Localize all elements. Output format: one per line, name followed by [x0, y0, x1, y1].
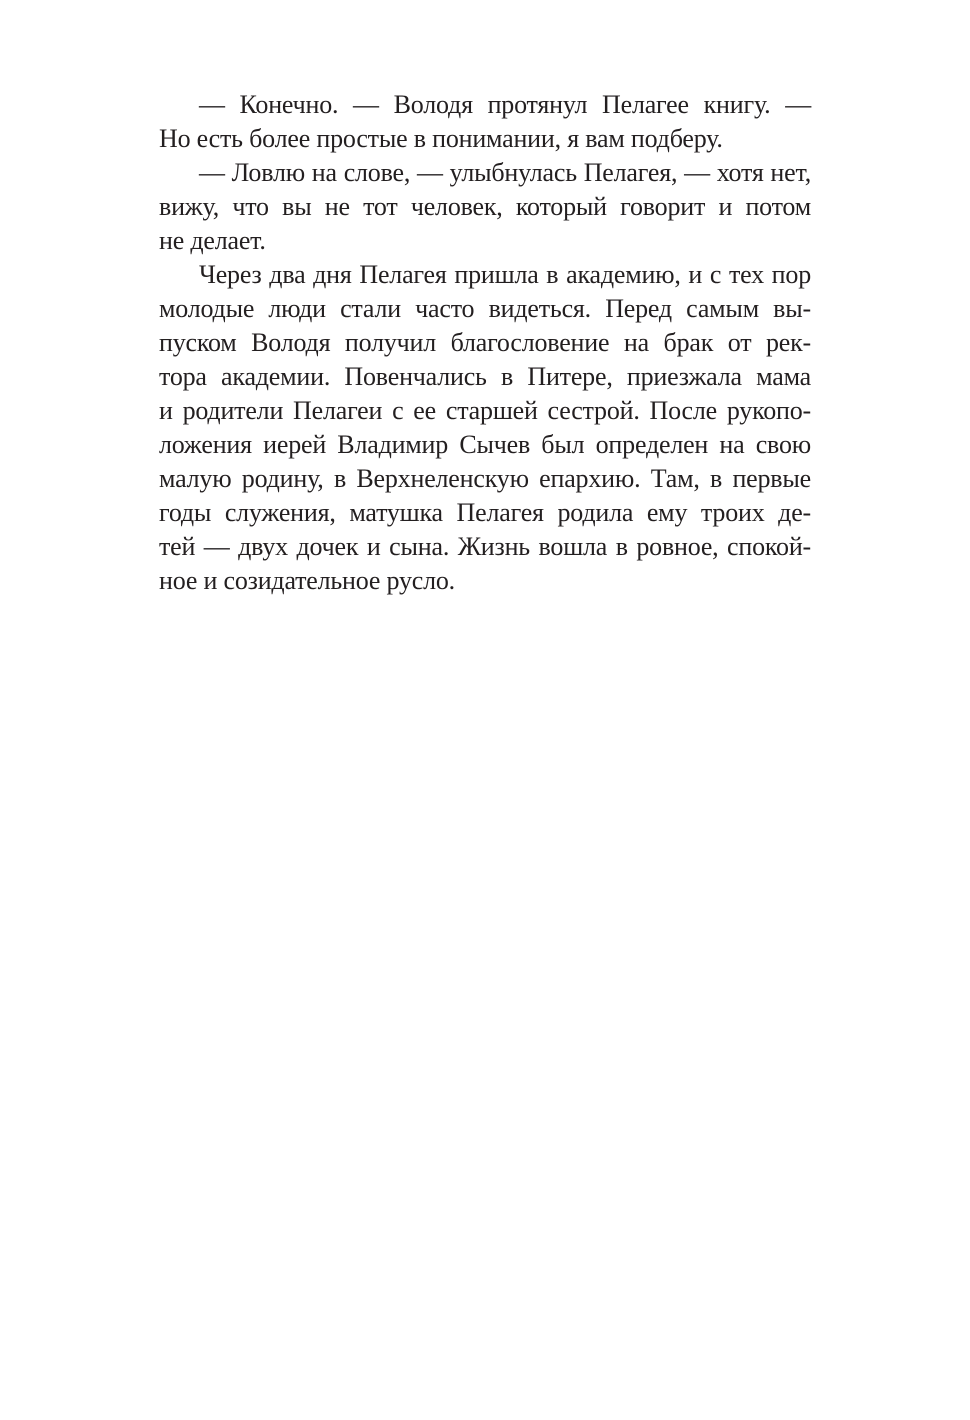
paragraph-1: [159, 88, 811, 156]
text-line: вижу, что вы не тот человек, который говорит и потом: [159, 192, 811, 221]
text-line: и родители Пелагеи с ее старшей сестрой. После рукопо-: [159, 396, 811, 425]
text-line: молодые люди стали часто видеться. Перед самым вы-: [159, 294, 811, 323]
text-line: Через два дня Пелагея пришла в академию, и с тех пор: [199, 260, 811, 289]
paragraph-2: [159, 156, 811, 258]
text-line: тора академии. Повенчались в Питере, приезжала мама: [159, 362, 811, 391]
text-line: ное и созидательное русло.: [159, 566, 455, 595]
paragraph-3: [159, 258, 811, 598]
text-line: пуском Володя получил благословение на брак от рек-: [159, 328, 811, 357]
text-line: — Конечно. — Володя протянул Пелагее книгу. —: [199, 90, 811, 119]
book-page: [159, 88, 811, 598]
text-line: годы служения, матушка Пелагея родила ему троих де-: [159, 498, 811, 527]
text-line: — Ловлю на слове, — улыбнулась Пелагея, — хотя нет,: [199, 158, 811, 187]
text-line: малую родину, в Верхнеленскую епархию. Там, в первые: [159, 464, 811, 493]
text-line: Но есть более простые в понимании, я вам подберу.: [159, 124, 723, 153]
text-line: не делает.: [159, 226, 266, 255]
text-line: тей — двух дочек и сына. Жизнь вошла в ровное, спокой-: [159, 532, 811, 561]
text-line: ложения иерей Владимир Сычев был определен на свою: [159, 430, 811, 459]
